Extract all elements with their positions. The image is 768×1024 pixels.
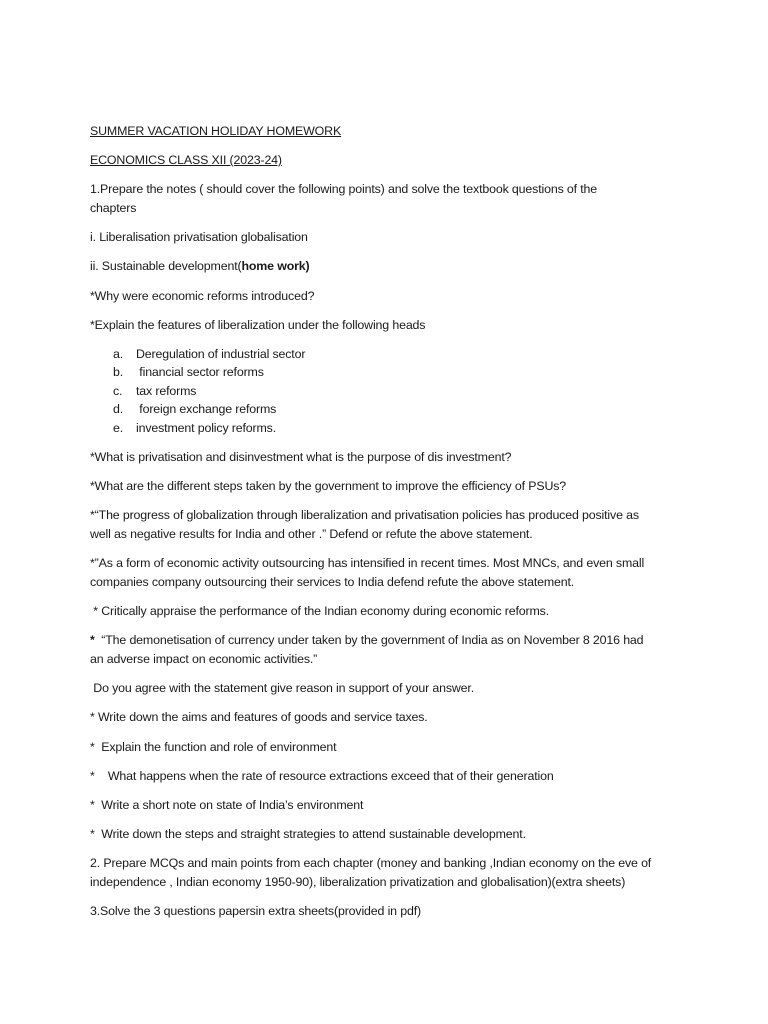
list-text: financial sector reforms (136, 365, 264, 379)
list-text: investment policy reforms. (136, 421, 277, 435)
question-2: *Explain the features of liberalization under the following heads (90, 318, 426, 332)
question-10: * Explain the function and role of environment (90, 740, 337, 754)
question-6-line-1: *”As a form of economic activity outsourcing has intensified in recent times. Most MNCs, and even small (90, 556, 645, 570)
list-text: Deregulation of industrial sector (136, 347, 306, 361)
question-1: *Why were economic reforms introduced? (90, 289, 315, 303)
question-6-line-2: companies company outsourcing their services to India defend refute the above statement. (90, 575, 575, 589)
chapter-2-text: ii. Sustainable development( (90, 259, 242, 273)
list-marker: a. (113, 347, 124, 361)
question-5-line-2: well as negative results for India and other .” Defend or refute the above statement. (90, 527, 533, 541)
list-marker: d. (113, 402, 124, 416)
question-4: *What are the different steps taken by the government to improve the efficiency of PSUs? (90, 479, 567, 493)
question-12: * Write a short note on state of India’s environment (90, 798, 364, 812)
intro-line-1: 1.Prepare the notes ( should cover the following points) and solve the textbook questions of the (90, 182, 598, 196)
chapter-2-bold: home work) (241, 259, 310, 273)
question-3: *What is privatisation and disinvestment what is the purpose of dis investment? (90, 450, 512, 464)
list-text: tax reforms (136, 384, 197, 398)
question-7: * Critically appraise the performance of the Indian economy during economic reforms. (90, 604, 550, 618)
chapter-1: i. Liberalisation privatisation globalisation (90, 230, 308, 244)
chapter-2 (90, 257, 690, 276)
question-8-text: “The demonetisation of currency under taken by the government of India as on November 8 2016 had (94, 633, 644, 647)
list-marker: e. (113, 421, 124, 435)
list-item (113, 345, 305, 364)
list-marker: c. (113, 384, 123, 398)
task-2-line-2: independence , Indian economy 1950-90), liberalization privatization and globalisation)(extra sheets) (90, 875, 626, 889)
task-3: 3.Solve the 3 questions papersin extra sheets(provided in pdf) (90, 904, 421, 918)
list-item (113, 363, 264, 382)
list-item (113, 400, 276, 419)
question-8-line-1 (90, 631, 690, 650)
document-subtitle: ECONOMICS CLASS XII (2023-24) (90, 153, 282, 167)
list-item (113, 419, 276, 438)
list-text: foreign exchange reforms (136, 402, 277, 416)
list-item (113, 382, 196, 401)
question-8-follow-up: Do you agree with the statement give reason in support of your answer. (90, 681, 475, 695)
question-11: * What happens when the rate of resource extractions exceed that of their generation (90, 769, 554, 783)
intro-line-2: chapters (90, 201, 137, 215)
question-8-star: * (90, 633, 95, 647)
question-5-line-1: *“The progress of globalization through liberalization and privatisation policies has produced positive as (90, 508, 639, 522)
question-9: * Write down the aims and features of goods and service taxes. (90, 710, 428, 724)
question-13: * Write down the steps and straight strategies to attend sustainable development. (90, 827, 526, 841)
question-8-line-2: an adverse impact on economic activities.” (90, 652, 318, 666)
list-marker: b. (113, 365, 124, 379)
document-title: SUMMER VACATION HOLIDAY HOMEWORK (90, 124, 342, 138)
task-2-line-1: 2. Prepare MCQs and main points from each chapter (money and banking ,Indian economy on the eve of (90, 856, 652, 870)
